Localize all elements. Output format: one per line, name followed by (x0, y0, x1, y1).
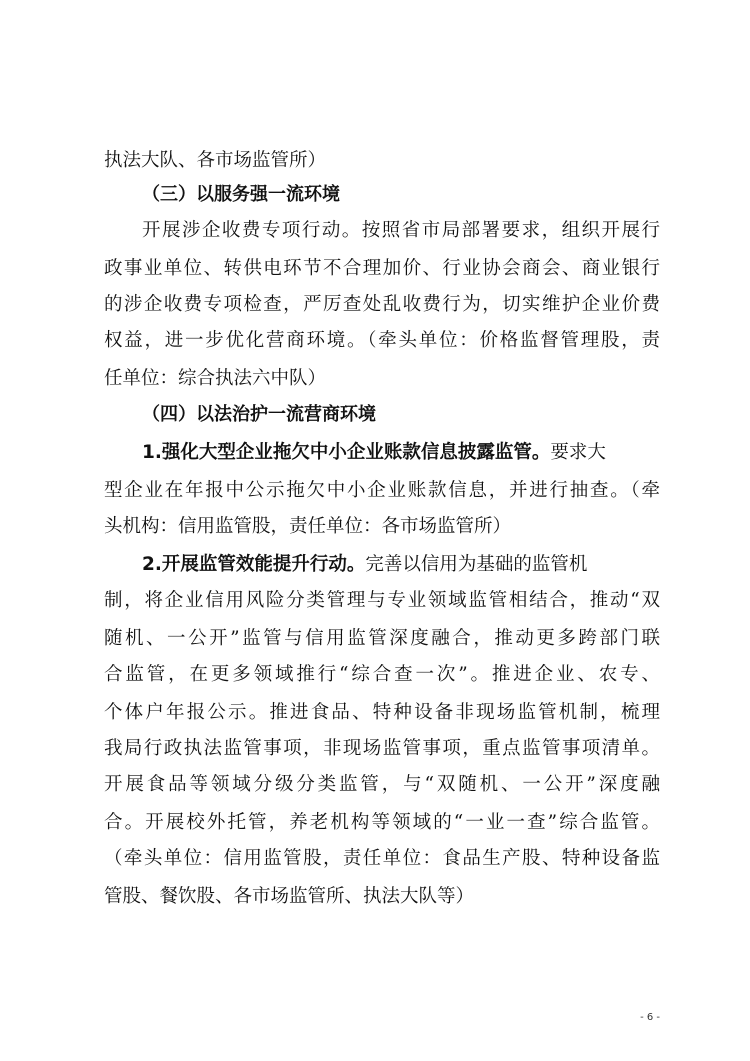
paragraph-line: （牵头单位：信用监管股，责任单位：食品生产股、特种设备监 (104, 848, 660, 869)
item-2-lead-rest: 完善以信用为基础的监管机 (365, 554, 588, 575)
paragraph-line: 头机构：信用监管股，责任单位：各市场监管所） (104, 516, 512, 537)
paragraph-line: 合监管，在更多领域推行“综合查一次”。推进企业、农专、 (104, 664, 660, 685)
paragraph-line: 政事业单位、转供电环节不合理加价、行业协会商会、商业银行 (104, 258, 660, 279)
item-1-first-line (142, 440, 660, 466)
paragraph-line: 开展涉企收费专项行动。按照省市局部署要求，组织开展行 (142, 220, 660, 241)
paragraph-line: 合。开展校外托管，养老机构等领域的“一业一查”综合监管。 (104, 812, 660, 833)
item-1-lead-rest: 要求大 (550, 442, 606, 463)
paragraph-line: 的涉企收费专项检查，严厉查处乱收费行为，切实维护企业价费 (104, 294, 660, 315)
paragraph-line: 型企业在年报中公示拖欠中小企业账款信息，并进行抽查。（牵 (104, 480, 660, 501)
item-2-first-line (142, 552, 660, 578)
item-1-lead: 1.强化大型企业拖欠中小企业账款信息披露监管。 (142, 442, 551, 463)
paragraph-line: 随机、一公开”监管与信用监管深度融合，推动更多跨部门联 (104, 628, 660, 649)
section-heading-4: （四）以法治护一流营商环境 (142, 404, 376, 425)
paragraph-line: 我局行政执法监管事项，非现场监管事项，重点监管事项清单。 (104, 738, 660, 759)
page-number: - 6 - (640, 1012, 660, 1023)
item-2-lead: 2.开展监管效能提升行动。 (142, 554, 366, 575)
section-heading-3: （三）以服务强一流环境 (142, 184, 340, 205)
paragraph-line: 管股、餐饮股、各市场监管所、执法大队等） (104, 886, 475, 907)
paragraph-line: 制，将企业信用风险分类管理与专业领域监管相结合，推动“双 (104, 590, 660, 611)
paragraph-line: 个体户年报公示。推进食品、特种设备非现场监管机制，梳理 (104, 702, 660, 723)
paragraph-line: 权益，进一步优化营商环境。（牵头单位：价格监督管理股，责 (104, 330, 660, 351)
paragraph-line: 任单位：综合执法六中队） (104, 368, 327, 389)
text-line: 执法大队、各市场监管所） (104, 150, 327, 171)
paragraph-line: 开展食品等领域分级分类监管，与“双随机、一公开”深度融 (104, 774, 660, 795)
